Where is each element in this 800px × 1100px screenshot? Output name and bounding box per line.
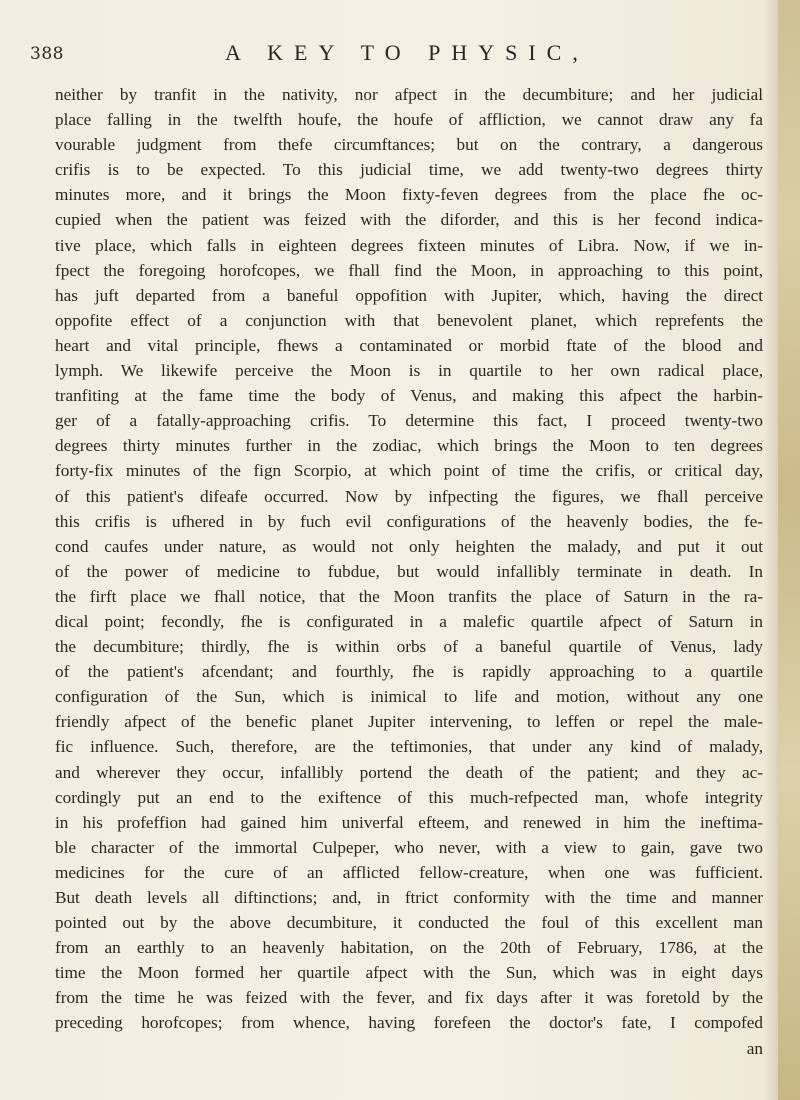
- text-line: heart and vital principle, fhews a contaminated or morbid ftate of the blood and: [55, 335, 763, 355]
- text-line: dical point; fecondly, fhe is configurated in a malefic quartile afpect of Saturn in: [55, 611, 763, 631]
- text-line: of this patient's difeafe occurred. Now by infpecting the figures, we fhall perceive: [55, 486, 763, 506]
- page-number: 388: [30, 44, 64, 64]
- text-line: preceding horofcopes; from whence, having forefeen the doctor's fate, I compofed: [55, 1013, 763, 1033]
- text-line: of the patient's afcendant; and fourthly, fhe is rapidly approaching to a quartile: [55, 662, 763, 682]
- text-line: forty-fix minutes of the fign Scorpio, at which point of time the crifis, or critical day,: [55, 461, 763, 481]
- text-line: lymph. We likewife perceive the Moon is in quartile to her own radical place,: [55, 361, 763, 381]
- text-line: cond caufes under nature, as would not only heighten the malady, and put it out: [55, 536, 763, 556]
- text-line: neither by tranfit in the nativity, nor afpect in the decumbiture; and her judicial: [55, 85, 763, 104]
- text-line: the firft place we fhall notice, that the Moon tranfits the place of Saturn in the ra-: [55, 586, 763, 606]
- text-line: tranfiting at the fame time the body of Venus, and making this afpect the harbin-: [55, 386, 763, 406]
- body-text: [55, 82, 763, 1061]
- text-line: crifis is to be expected. To this judicial time, we add twenty-two degrees thirty: [55, 160, 763, 180]
- text-line: ble character of the immortal Culpeper, who never, with a view to gain, gave two: [55, 837, 763, 857]
- text-line: an: [746, 1038, 763, 1058]
- text-line: friendly afpect of the benefic planet Jupiter intervening, to leffen or repel the male-: [55, 712, 763, 732]
- text-line: fic influence. Such, therefore, are the teftimonies, that under any kind of malady,: [55, 737, 763, 757]
- text-line: pointed out by the above decumbiture, it conducted the foul of this excellent man: [55, 913, 763, 933]
- text-line: the decumbiture; thirdly, fhe is within orbs of a baneful quartile of Venus, lady: [55, 637, 763, 657]
- running-head: [30, 40, 760, 74]
- text-line: fpect the foregoing horofcopes, we fhall find the Moon, in approaching to this point,: [55, 260, 763, 280]
- text-line: from an earthly to an heavenly habitation, on the 20th of February, 1786, at the: [55, 938, 763, 958]
- text-line: vourable judgment from thefe circumftances; but on the contrary, a dangerous: [55, 135, 763, 155]
- text-line: tive place, which falls in eighteen degrees fixteen minutes of Libra. Now, if we in-: [55, 235, 763, 255]
- text-line: and wherever they occur, infallibly portend the death of the patient; and they ac-: [55, 762, 763, 782]
- text-line: has juft departed from a baneful oppofition with Jupiter, which, having the direct: [55, 285, 763, 305]
- page-edge-strip: [778, 0, 800, 1100]
- text-line: cordingly put an end to the exiftence of this much-refpected man, whofe integrity: [55, 787, 763, 807]
- text-line: oppofite effect of a conjunction with that benevolent planet, which reprefents the: [55, 310, 763, 330]
- text-line: But death levels all diftinctions; and, in ftrict conformity with the time and manner: [55, 888, 763, 907]
- text-line: minutes more, and it brings the Moon fixty-feven degrees from the place fhe oc-: [55, 185, 763, 205]
- text-line: degrees thirty minutes further in the zodiac, which brings the Moon to ten degrees: [55, 436, 763, 456]
- text-line: from the time he was feized with the fever, and fix days after it was foretold by the: [55, 988, 763, 1008]
- text-line: medicines for the cure of an afflicted fellow-creature, when one was fufficient.: [55, 862, 763, 882]
- text-line: time the Moon formed her quartile afpect with the Sun, which was in eight days: [55, 963, 763, 983]
- text-line: in his profeffion had gained him univerfal efteem, and renewed in him the ineftima-: [55, 812, 763, 832]
- text-line: cupied when the patient was feized with the diforder, and this is her fecond indica-: [55, 210, 763, 230]
- text-line: this crifis is ufhered in by fuch evil configurations of the heavenly bodies, the fe-: [55, 511, 763, 531]
- text-line: place falling in the twelfth houfe, the houfe of affliction, we cannot draw any fa: [55, 110, 763, 130]
- text-line: ger of a fatally-approaching crifis. To determine this fact, I proceed twenty-two: [55, 411, 763, 431]
- running-head-title: A KEY TO PHYSIC,: [225, 40, 589, 65]
- page-edge-shadow: [764, 0, 778, 1100]
- text-line: of the power of medicine to fubdue, but would infallibly terminate in death. In: [55, 561, 763, 581]
- text-line: configuration of the Sun, which is inimical to life and motion, without any one: [55, 687, 763, 707]
